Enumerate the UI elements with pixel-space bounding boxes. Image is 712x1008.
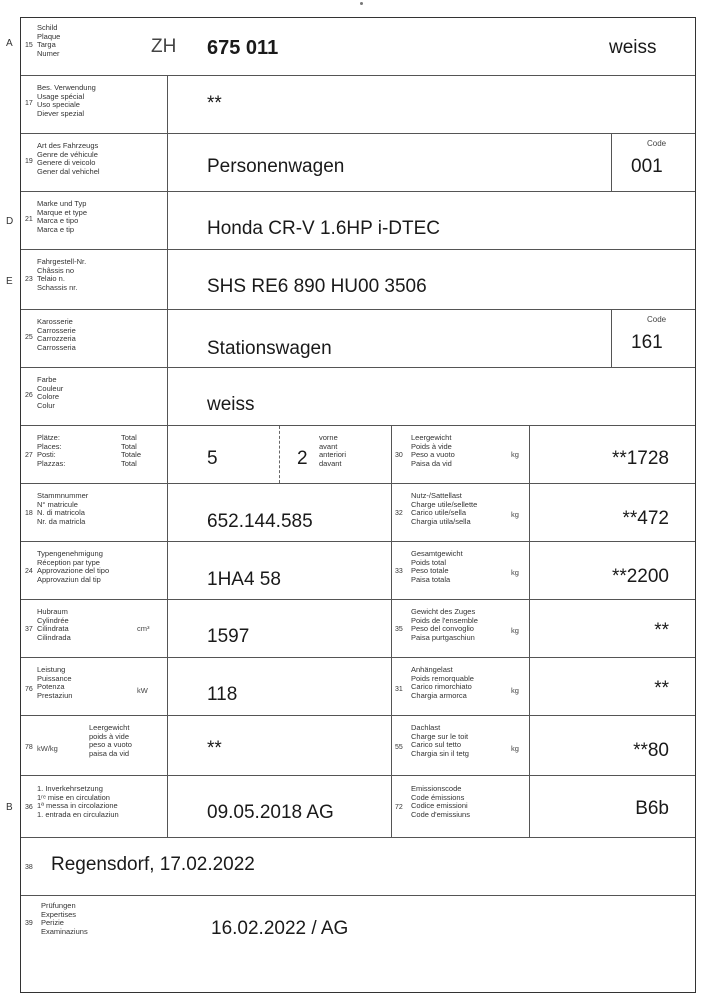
field-number: 24 bbox=[25, 568, 33, 575]
trailer-load-value: ** bbox=[654, 678, 669, 699]
body-labels: Karosserie Carrosserie Carrozzeria Carrosseria bbox=[37, 317, 76, 352]
row-make-type bbox=[21, 192, 695, 250]
body-value: Stationswagen bbox=[207, 338, 332, 359]
row-special-use bbox=[21, 76, 695, 134]
field-number: 36 bbox=[25, 804, 33, 811]
field-number: 76 bbox=[25, 686, 33, 693]
place-date-value: Regensdorf, 17.02.2022 bbox=[51, 854, 255, 875]
train-weight-labels: Gewicht des Zuges Poids de l'ensemble Peso del convoglio Paisa purtgaschiun bbox=[411, 607, 478, 642]
inspections-labels: Prüfungen Expertises Perizie Examinaziuns bbox=[41, 901, 88, 936]
vehicle-kind-code: 001 bbox=[631, 156, 663, 177]
side-mark-e: E bbox=[6, 276, 13, 287]
seats-total-value: 5 bbox=[207, 448, 218, 469]
total-weight-value: **2200 bbox=[611, 566, 669, 587]
train-weight-value: ** bbox=[654, 620, 669, 641]
payload-value: **472 bbox=[622, 508, 669, 529]
body-code: 161 bbox=[631, 332, 663, 353]
empty-weight-value: **1728 bbox=[611, 448, 669, 469]
unit-label: kW bbox=[137, 686, 148, 695]
unit-label: cm³ bbox=[137, 624, 150, 633]
field-number: 19 bbox=[25, 158, 33, 165]
row-place-date bbox=[21, 838, 695, 896]
row-seats-empty-weight bbox=[21, 426, 695, 484]
special-use-value: ** bbox=[207, 93, 222, 114]
field-number: 33 bbox=[395, 568, 403, 575]
row-color bbox=[21, 368, 695, 426]
vehicle-registration-document bbox=[20, 17, 696, 993]
field-number: 25 bbox=[25, 334, 33, 341]
vehicle-kind-value: Personenwagen bbox=[207, 156, 345, 177]
first-registration-labels: 1. Inverkehrsetzung 1ʳᵉ mise en circulation 1ª messa in circolazione 1. entrada en circulaziun bbox=[37, 784, 119, 819]
emission-code-value: B6b bbox=[635, 798, 669, 819]
field-number: 27 bbox=[25, 452, 33, 459]
unit-label: kg bbox=[511, 626, 519, 635]
displacement-value: 1597 bbox=[207, 626, 250, 647]
row-first-registration-emission bbox=[21, 776, 695, 838]
base-number-labels: Stammnummer N° matricule N. di matricola Nr. da matricla bbox=[37, 491, 89, 526]
plate-canton: ZH bbox=[151, 36, 177, 57]
payload-labels: Nutz-/Sattellast Charge utile/sellette Carico utile/sella Chargia utila/sella bbox=[411, 491, 478, 526]
field-number: 21 bbox=[25, 216, 33, 223]
special-use-labels: Bes. Verwendung Usage spécial Uso speciale Diever spezial bbox=[37, 83, 96, 118]
seats-total-labels: Total Total Totale Total bbox=[121, 433, 142, 468]
field-number: 72 bbox=[395, 804, 403, 811]
code-label: Code bbox=[647, 315, 667, 324]
type-approval-labels: Typengenehmigung Réception par type Approvazione del tipo Approvaziun dal tip bbox=[37, 549, 110, 584]
trailer-load-labels: Anhängelast Poids remorquable Carico rimorchiato Chargia armorca bbox=[411, 665, 474, 700]
side-mark-d: D bbox=[6, 216, 14, 227]
type-approval-value: 1HA4 58 bbox=[207, 569, 281, 590]
field-number: 55 bbox=[395, 744, 403, 751]
field-number: 15 bbox=[25, 42, 33, 49]
field-number: 37 bbox=[25, 626, 33, 633]
field-number: 17 bbox=[25, 100, 33, 107]
row-body bbox=[21, 310, 695, 368]
unit-label: kg bbox=[511, 568, 519, 577]
total-weight-labels: Gesamtgewicht Poids total Peso totale Paisa totala bbox=[411, 549, 463, 584]
plate-color: weiss bbox=[609, 37, 657, 58]
power-labels: Leistung Puissance Potenza Prestaziun bbox=[37, 665, 73, 700]
field-number: 23 bbox=[25, 276, 33, 283]
field-number: 35 bbox=[395, 626, 403, 633]
base-number-value: 652.144.585 bbox=[207, 511, 313, 532]
unit-label: kg bbox=[511, 510, 519, 519]
unit-label: kW/kg bbox=[37, 744, 58, 753]
row-type-approval-total-weight bbox=[21, 542, 695, 600]
row-chassis bbox=[21, 250, 695, 310]
seats-front-value: 2 bbox=[297, 448, 308, 469]
field-number: 39 bbox=[25, 920, 33, 927]
top-dot bbox=[360, 2, 363, 5]
first-registration-value: 09.05.2018 AG bbox=[207, 802, 334, 823]
color-value: weiss bbox=[207, 394, 255, 415]
emission-code-labels: Emissionscode Code émissions Codice emissioni Code d'emissiuns bbox=[411, 784, 470, 819]
unit-label: kg bbox=[511, 450, 519, 459]
power-ratio-labels: Leergewicht poids à vide peso a vuoto paisa da vid bbox=[89, 723, 132, 758]
row-power-ratio-roof-load bbox=[21, 716, 695, 776]
plate-labels: Schild Plaque Targa Numer bbox=[37, 23, 61, 58]
displacement-labels: Hubraum Cylindrée Cilindrata Cilindrada bbox=[37, 607, 71, 642]
row-power-trailer-load bbox=[21, 658, 695, 716]
row-displacement-train-weight bbox=[21, 600, 695, 658]
field-number: 30 bbox=[395, 452, 403, 459]
chassis-value: SHS RE6 890 HU00 3506 bbox=[207, 276, 427, 297]
field-number: 18 bbox=[25, 510, 33, 517]
side-mark-a: A bbox=[6, 38, 13, 49]
roof-load-labels: Dachlast Charge sur le toit Carico sul tetto Chargia sin il tetg bbox=[411, 723, 469, 758]
make-type-labels: Marke und Typ Marque et type Marca e tipo Marca e tip bbox=[37, 199, 88, 234]
code-label: Code bbox=[647, 139, 667, 148]
chassis-labels: Fahrgestell-Nr. Châssis no Telaio n. Schassis nr. bbox=[37, 257, 87, 292]
plate-number: 675 011 bbox=[207, 37, 279, 59]
seats-labels: Plätze: Places: Posti: Plazzas: bbox=[37, 433, 66, 468]
unit-label: kg bbox=[511, 744, 519, 753]
roof-load-value: **80 bbox=[633, 740, 669, 761]
field-number: 78 bbox=[25, 744, 33, 751]
row-inspections bbox=[21, 896, 695, 992]
inspections-value: 16.02.2022 / AG bbox=[211, 918, 349, 939]
seats-front-labels: vorne avant anteriori davant bbox=[319, 433, 347, 468]
unit-label: kg bbox=[511, 686, 519, 695]
row-vehicle-kind bbox=[21, 134, 695, 192]
field-number: 26 bbox=[25, 392, 33, 399]
power-value: 118 bbox=[207, 684, 238, 705]
make-type-value: Honda CR-V 1.6HP i-DTEC bbox=[207, 218, 441, 239]
empty-weight-labels: Leergewicht Poids à vide Peso a vuoto Paisa da vid bbox=[411, 433, 455, 468]
field-number: 32 bbox=[395, 510, 403, 517]
row-base-number-payload bbox=[21, 484, 695, 542]
color-labels: Farbe Couleur Colore Colur bbox=[37, 375, 64, 410]
field-number: 31 bbox=[395, 686, 403, 693]
field-number: 38 bbox=[25, 864, 33, 871]
row-plate bbox=[21, 18, 695, 76]
power-ratio-value: ** bbox=[207, 738, 222, 759]
vehicle-kind-labels: Art des Fahrzeugs Genre de véhicule Genere di veicolo Gener dal vehichel bbox=[37, 141, 100, 176]
side-mark-b: B bbox=[6, 802, 13, 813]
